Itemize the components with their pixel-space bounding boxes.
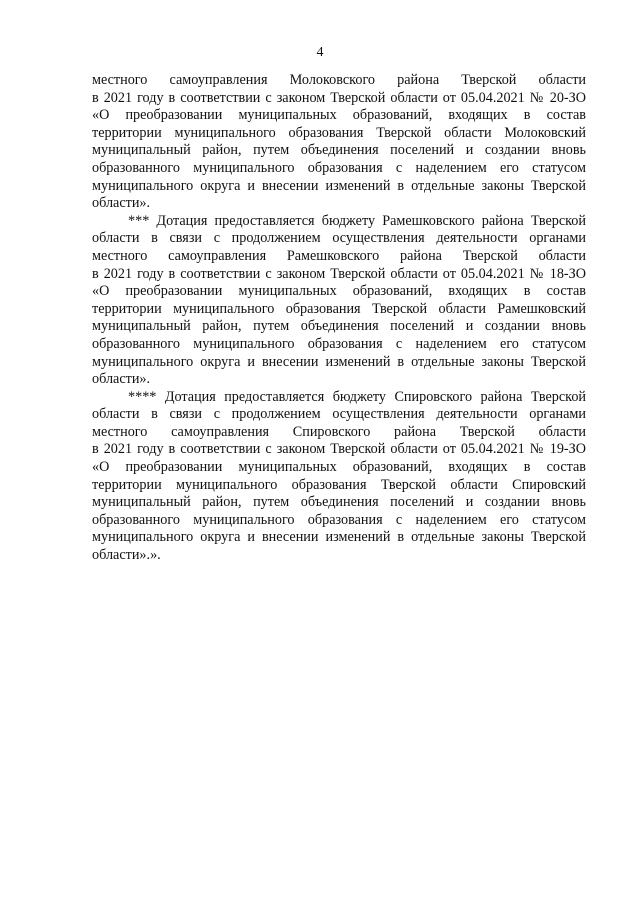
text-line: местного самоуправления Молоковского района Тверской области <box>92 72 586 88</box>
text-line: муниципальный район, путем объединения поселений и создании вновь <box>92 142 586 159</box>
text-line: области в связи с продолжением осуществления деятельности органами <box>92 406 586 423</box>
text-line: в 2021 году в соответствии с законом Тверской области от 05.04.2021 № 19-ЗО <box>92 441 586 458</box>
text-line: территории муниципального образования Тверской области Рамешковский <box>92 300 586 317</box>
text-line: муниципальный район, путем объединения поселений и создании вновь <box>92 494 586 511</box>
text-line: области». <box>92 195 151 212</box>
text-line: **** Дотация предоставляется бюджету Спировского района Тверской <box>128 388 586 405</box>
text-line: области».». <box>92 547 161 564</box>
text-line: области в связи с продолжением осуществления деятельности органами <box>92 230 586 247</box>
text-line: «О преобразовании муниципальных образований, входящих в состав <box>92 283 586 300</box>
paragraph <box>92 213 586 389</box>
text-line: муниципального округа и внесении изменений в отдельные законы Тверской <box>92 353 586 370</box>
text-line: в 2021 году в соответствии с законом Тверской области от 05.04.2021 № 20-ЗО <box>92 89 586 106</box>
text-line: муниципального округа и внесении изменений в отдельные законы Тверской <box>92 177 586 194</box>
text-line: местного самоуправления Спировского района Тверской области <box>92 423 586 440</box>
text-line: территории муниципального образования Тверской области Спировский <box>92 476 586 493</box>
text-line: местного самоуправления Рамешковского района Тверской области <box>92 247 586 264</box>
paragraph <box>92 72 586 213</box>
text-line: «О преобразовании муниципальных образований, входящих в состав <box>92 459 586 476</box>
text-line: образованного муниципального образования с наделением его статусом <box>92 335 586 352</box>
paragraph <box>92 389 586 565</box>
document-text <box>92 72 586 565</box>
page-number: 4 <box>316 45 324 60</box>
text-line: муниципальный район, путем объединения поселений и создании вновь <box>92 318 586 335</box>
text-line: образованного муниципального образования с наделением его статусом <box>92 159 586 176</box>
text-line: муниципального округа и внесении изменений в отдельные законы Тверской <box>92 529 586 546</box>
text-line: территории муниципального образования Тверской области Молоковский <box>92 124 586 141</box>
text-line: образованного муниципального образования с наделением его статусом <box>92 511 586 528</box>
text-line: области». <box>92 371 151 388</box>
text-line: в 2021 году в соответствии с законом Тверской области от 05.04.2021 № 18-ЗО <box>92 265 586 282</box>
text-line: «О преобразовании муниципальных образований, входящих в состав <box>92 107 586 124</box>
text-line: *** Дотация предоставляется бюджету Рамешковского района Тверской <box>128 212 586 229</box>
